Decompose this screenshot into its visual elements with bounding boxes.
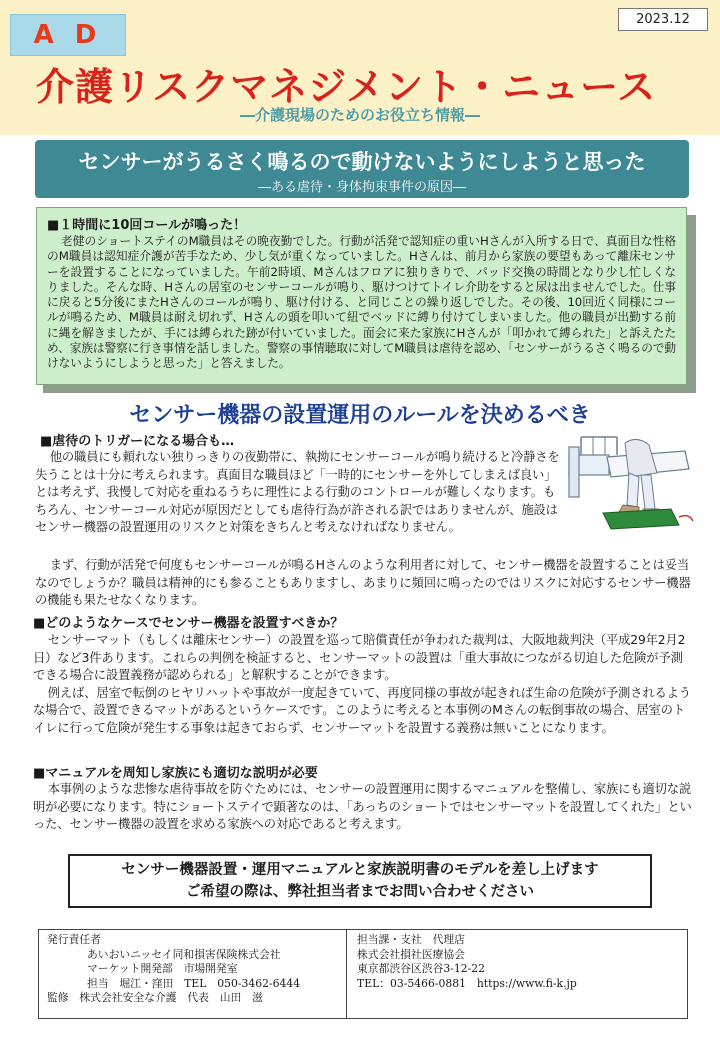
trigger-heading: ■虐待のトリガーになる場合も… — [40, 434, 235, 449]
case-heading: ■１時間に10回コールが鳴った！ — [47, 218, 247, 233]
agent-block — [357, 933, 577, 991]
which-paragraph-2: 例えば、居室で転倒のヒヤリハットや事故が一度起きていて、再度同様の事故が起きれば生命の危険が予測されるような場合で、設置できるマットがあるというケースです。このように考えると本事例のMさんの転倒事故の場合、居室のトイレに行って危険が発生する事象は起きておらず、センサーマットを設置する義務は無いことになります。 — [33, 685, 691, 735]
feature-title: センサーがうるさく鳴るので動けないようにしようと思った — [78, 150, 646, 174]
trigger-paragraph-2: まず、行動が活発で何度もセンサーコールが鳴るHさんのような利用者に対して、センサー機器を設置することは妥当なのでしょうか？職員は精神的にも参ることもありますし、あまりに頻回に鳴ったのではリスクに対応するセンサー機器の機能も果たせなくなります。 — [35, 558, 691, 607]
which-paragraph-1: センサーマット（もしくは離床センサー）の設置を巡って賠償責任が争われた裁判は、大阪地裁判決（平成29年2月2日）など3件あります。これらの判例を検証すると、センサーマットの設置は「重大事故につながる切迫した危険が予測できる場合に設置義務が認められる」と解釈することができます。 — [33, 633, 686, 682]
which-heading: ■どのようなケースでセンサー機器を設置すべきか？ — [33, 616, 344, 631]
publisher-department: マーケット開発部 市場開発室 — [87, 962, 238, 975]
ad-label: A D — [10, 14, 126, 56]
publisher-company: あいおいニッセイ同和損害保険株式会社 — [87, 947, 281, 961]
issue-date: 2023.12 — [618, 8, 708, 31]
newsletter-subtitle: ―介護現場のためのお役立ち情報― — [239, 106, 480, 124]
supervision: 監修 株式会社安全な介護 代表 山田 滋 — [47, 991, 263, 1004]
agent-label: 担当課・支社 代理店 — [357, 933, 465, 946]
rules-heading: センサー機器の設置運用のルールを決めるべき — [129, 403, 591, 428]
publisher-label: 発行責任者 — [47, 933, 101, 946]
agent-company: 株式会社損社医療協会 — [357, 947, 465, 961]
manual-paragraph: 本事例のような悲惨な虐待事故を防ぐためには、センサーの設置運用に関するマニュアルを整備し、家族にも適切な説明が必要になります。特にショートステイで顕著なのは、「あっちのショートではセンサーマットを設置してくれた」といった、センサー機器の設置を求める家族への対応であると考えます。 — [33, 782, 692, 831]
footer-divider — [346, 930, 347, 1018]
which-body — [33, 632, 693, 737]
case-body: 老健のショートステイのM職員はその晩夜勤でした。行動が活発で認知症の重いHさんが入所する日で、真面目な性格のM職員は認知症介護が苦手なため、少し気が重くなっていました。Hさんは、前月から家族の要望もあって離床センサーを設置することになっていました。午前2時頃、Mさんはフロアに独りきりで、パッド交換の時間となり少し忙しくなりました。そんな時、Hさんの居室のセンサーコールが鳴り、駆けつけてトイレ介助をすると尿は出ませんでした。仕事に戻ると5分後にまたHさんのコールが鳴り、駆け付ける、と同じことの繰り返しでした。その後、10回近く同様にコールが鳴るため、M職員は耐え切れず、Hさんの頭を叩いて紐でベッドに縛り付けてしまいました。他の職員が出勤する前に縄を解きましたが、手には縛られた跡が付いていました。面会に来た家族にHさんが「叩かれて縛られた」と訴えたため、家族は警察に行き事情を話しました。警察の事情聴取に対してM職員は虐待を認め、「センサーがうるさく鳴るので動けないようにしようと思った」と答えました。 — [47, 234, 676, 371]
offer-line-2: ご希望の際は、弊社担当者までお問い合わせください — [186, 884, 534, 900]
newsletter-title: 介護リスクマネジメント・ニュース — [36, 65, 657, 109]
agent-address: 東京都渋谷区渋谷3-12-22 — [357, 962, 486, 975]
feature-subtitle: ―ある虐待・身体拘束事件の原因― — [257, 180, 466, 195]
feature-panel — [35, 140, 689, 198]
agent-tel: TEL：03-5466-0881 https://www.fi-k.jp — [357, 976, 577, 990]
footer — [38, 929, 688, 1019]
case-box — [36, 207, 687, 385]
manual-heading: ■マニュアルを周知し家族にも適切な説明が必要 — [33, 766, 318, 781]
offer-line-1: センサー機器設置・運用マニュアルと家族説明書のモデルを差し上げます — [121, 862, 599, 878]
bedside-illustration — [567, 425, 695, 533]
publisher-block — [47, 933, 300, 1006]
offer-box — [68, 854, 652, 908]
publisher-contact: 担当 堀江・窪田 TEL 050-3462-6444 — [87, 976, 301, 990]
trigger-paragraph-1: 他の職員にも頼れない独りっきりの夜勤帯に、執拗にセンサーコールが鳴り続けると冷静さを失うことは十分に考えられます。真面目な職員ほど「一時的にセンサーを外してしまえば良い」とは考えず、我慢して対応を重ねるうちに理性による行動のコントロールが難しくなります。もちろん、センサーコール対応が原因だとしても虐待行為が許される訳ではありませんが、施設はセンサー機器の設置運用のリスクと対策をきちんと考えなければなりません。 — [35, 450, 560, 534]
